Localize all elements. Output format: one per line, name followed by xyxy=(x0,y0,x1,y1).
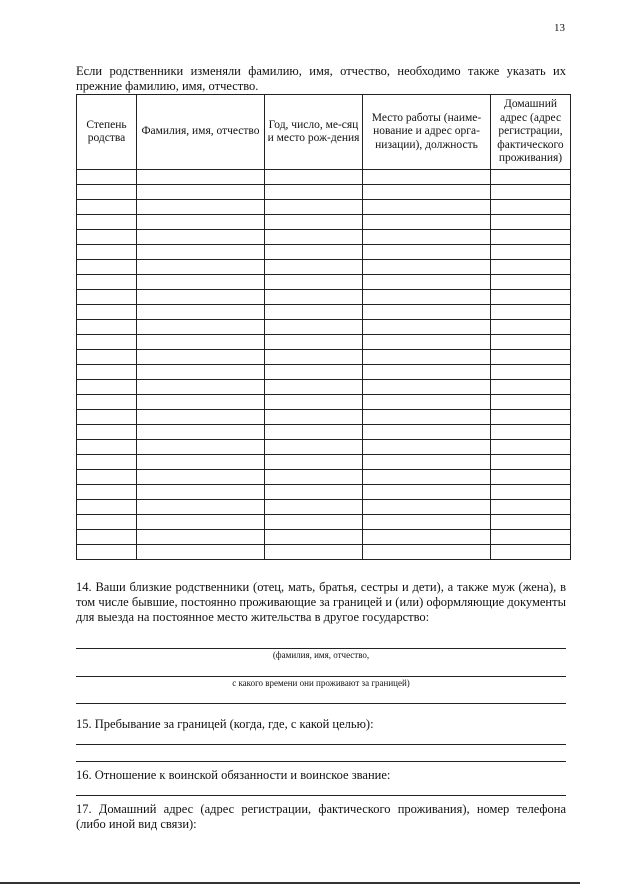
table-header-row xyxy=(77,95,571,170)
q14-caption-2: с какого времени они проживают за границей) xyxy=(232,678,410,688)
bottom-rule xyxy=(0,882,580,884)
table-cell[interactable] xyxy=(77,290,137,305)
table-cell[interactable] xyxy=(265,500,363,515)
table-row xyxy=(77,365,571,380)
table-cell[interactable] xyxy=(363,545,491,560)
table-cell[interactable] xyxy=(491,500,571,515)
table-cell[interactable] xyxy=(77,455,137,470)
table-cell[interactable] xyxy=(265,335,363,350)
table-body xyxy=(77,170,571,560)
table-cell[interactable] xyxy=(265,440,363,455)
table-row xyxy=(77,335,571,350)
table-cell[interactable] xyxy=(363,215,491,230)
q16-line-1[interactable] xyxy=(76,795,566,796)
table-cell[interactable] xyxy=(265,350,363,365)
table-cell[interactable] xyxy=(77,230,137,245)
table-cell[interactable] xyxy=(491,440,571,455)
q14-line-3[interactable] xyxy=(76,703,566,704)
table-cell[interactable] xyxy=(137,170,265,185)
table-cell[interactable] xyxy=(491,275,571,290)
table-cell[interactable] xyxy=(363,260,491,275)
table-cell[interactable] xyxy=(137,410,265,425)
table-cell[interactable] xyxy=(491,170,571,185)
table-cell[interactable] xyxy=(491,455,571,470)
header-workplace: Место работы (наиме-нование и адрес орга-низации), должность xyxy=(363,95,491,170)
table-row xyxy=(77,185,571,200)
table-cell[interactable] xyxy=(265,185,363,200)
table-cell[interactable] xyxy=(363,170,491,185)
table-cell[interactable] xyxy=(491,215,571,230)
q15-line-2[interactable] xyxy=(76,761,566,762)
table-row xyxy=(77,530,571,545)
table-row xyxy=(77,395,571,410)
table-row xyxy=(77,545,571,560)
table-cell[interactable] xyxy=(137,485,265,500)
q17-text: 17. Домашний адрес (адрес регистрации, фактического проживания), номер телефона (либо иной вид связи): xyxy=(76,802,566,831)
table-cell[interactable] xyxy=(265,260,363,275)
table-cell[interactable] xyxy=(77,545,137,560)
table-cell[interactable] xyxy=(137,275,265,290)
table-cell[interactable] xyxy=(265,215,363,230)
q15-line-1[interactable] xyxy=(76,744,566,745)
table-cell[interactable] xyxy=(265,410,363,425)
table-cell[interactable] xyxy=(137,545,265,560)
table-cell[interactable] xyxy=(137,200,265,215)
table-cell[interactable] xyxy=(77,335,137,350)
table-row xyxy=(77,170,571,185)
table-cell[interactable] xyxy=(77,365,137,380)
table-cell[interactable] xyxy=(265,320,363,335)
table-cell[interactable] xyxy=(491,350,571,365)
table-cell[interactable] xyxy=(265,515,363,530)
table-cell[interactable] xyxy=(363,440,491,455)
table-cell[interactable] xyxy=(363,380,491,395)
table-row xyxy=(77,290,571,305)
table-cell[interactable] xyxy=(137,470,265,485)
table-row xyxy=(77,380,571,395)
page-number: 13 xyxy=(554,22,565,34)
table-cell[interactable] xyxy=(491,245,571,260)
table-cell[interactable] xyxy=(137,290,265,305)
table-cell[interactable] xyxy=(363,365,491,380)
table-row xyxy=(77,245,571,260)
table-cell[interactable] xyxy=(363,500,491,515)
table-row xyxy=(77,260,571,275)
table-cell[interactable] xyxy=(363,425,491,440)
table-cell[interactable] xyxy=(77,410,137,425)
table-cell[interactable] xyxy=(491,395,571,410)
table-cell[interactable] xyxy=(491,425,571,440)
table-cell[interactable] xyxy=(265,380,363,395)
table-cell[interactable] xyxy=(137,395,265,410)
table-cell[interactable] xyxy=(363,470,491,485)
table-cell[interactable] xyxy=(137,335,265,350)
table-cell[interactable] xyxy=(491,545,571,560)
table-cell[interactable] xyxy=(265,485,363,500)
table-cell[interactable] xyxy=(265,305,363,320)
q14-line-2[interactable] xyxy=(76,676,566,677)
table-row xyxy=(77,485,571,500)
table-row xyxy=(77,230,571,245)
table-cell[interactable] xyxy=(137,320,265,335)
header-home-address: Домашний адрес (адрес регистрации, фактического проживания) xyxy=(491,95,571,170)
q14-text: 14. Ваши близкие родственники (отец, мать, братья, сестры и дети), а также муж (жена), в том числе бывшие, постоянно проживающие за границей и (или) оформляющие документы для выезда на постоянное место жительства в другое государство: xyxy=(76,580,566,624)
table-cell[interactable] xyxy=(137,215,265,230)
table-cell[interactable] xyxy=(491,320,571,335)
table-cell[interactable] xyxy=(77,515,137,530)
table-cell[interactable] xyxy=(77,245,137,260)
table-cell[interactable] xyxy=(265,395,363,410)
table-cell[interactable] xyxy=(137,425,265,440)
table-cell[interactable] xyxy=(363,335,491,350)
table-row xyxy=(77,215,571,230)
table-cell[interactable] xyxy=(265,545,363,560)
q15-text: 15. Пребывание за границей (когда, где, с какой целью): xyxy=(76,717,374,731)
table-cell[interactable] xyxy=(363,275,491,290)
table-cell[interactable] xyxy=(491,260,571,275)
table-cell[interactable] xyxy=(363,455,491,470)
table-cell[interactable] xyxy=(137,230,265,245)
header-relation: Степень родства xyxy=(77,95,137,170)
table-cell[interactable] xyxy=(265,290,363,305)
table-cell[interactable] xyxy=(363,320,491,335)
table-row xyxy=(77,350,571,365)
table-cell[interactable] xyxy=(77,215,137,230)
table-cell[interactable] xyxy=(77,440,137,455)
table-cell[interactable] xyxy=(137,455,265,470)
table-cell[interactable] xyxy=(491,305,571,320)
table-cell[interactable] xyxy=(363,185,491,200)
table-cell[interactable] xyxy=(77,320,137,335)
table-cell[interactable] xyxy=(491,485,571,500)
table-cell[interactable] xyxy=(137,530,265,545)
table-cell[interactable] xyxy=(363,350,491,365)
table-cell[interactable] xyxy=(77,395,137,410)
table-cell[interactable] xyxy=(137,500,265,515)
table-row xyxy=(77,455,571,470)
table-cell[interactable] xyxy=(265,365,363,380)
table-cell[interactable] xyxy=(77,170,137,185)
table-cell[interactable] xyxy=(491,530,571,545)
table-cell[interactable] xyxy=(77,260,137,275)
table-cell[interactable] xyxy=(265,245,363,260)
table-cell[interactable] xyxy=(77,530,137,545)
table-cell[interactable] xyxy=(137,380,265,395)
table-cell[interactable] xyxy=(363,395,491,410)
table-cell[interactable] xyxy=(77,485,137,500)
table-cell[interactable] xyxy=(137,365,265,380)
table-cell[interactable] xyxy=(77,425,137,440)
table-cell[interactable] xyxy=(265,275,363,290)
table-cell[interactable] xyxy=(363,530,491,545)
table-cell[interactable] xyxy=(363,410,491,425)
table-row xyxy=(77,305,571,320)
table-cell[interactable] xyxy=(137,185,265,200)
table-cell[interactable] xyxy=(137,245,265,260)
table-cell[interactable] xyxy=(77,200,137,215)
table-cell[interactable] xyxy=(265,170,363,185)
table-cell[interactable] xyxy=(77,500,137,515)
table-row xyxy=(77,275,571,290)
table-cell[interactable] xyxy=(265,470,363,485)
table-cell[interactable] xyxy=(363,485,491,500)
table-cell[interactable] xyxy=(363,200,491,215)
table-cell[interactable] xyxy=(363,305,491,320)
q14-line-1[interactable] xyxy=(76,648,566,649)
table-cell[interactable] xyxy=(363,230,491,245)
intro-text: Если родственники изменяли фамилию, имя, отчество, необходимо также указать их прежние фамилию, имя, отчество. xyxy=(76,64,566,93)
table-cell[interactable] xyxy=(491,515,571,530)
table-cell[interactable] xyxy=(491,335,571,350)
table-cell[interactable] xyxy=(77,275,137,290)
table-cell[interactable] xyxy=(265,530,363,545)
table-cell[interactable] xyxy=(363,515,491,530)
table-row xyxy=(77,440,571,455)
table-row xyxy=(77,425,571,440)
table-cell[interactable] xyxy=(265,230,363,245)
table-cell[interactable] xyxy=(491,290,571,305)
table-row xyxy=(77,410,571,425)
table-row xyxy=(77,470,571,485)
table-cell[interactable] xyxy=(265,455,363,470)
table-cell[interactable] xyxy=(265,425,363,440)
table-cell[interactable] xyxy=(137,440,265,455)
table-cell[interactable] xyxy=(265,200,363,215)
table-cell[interactable] xyxy=(77,470,137,485)
table-cell[interactable] xyxy=(491,380,571,395)
table-cell[interactable] xyxy=(491,200,571,215)
table-cell[interactable] xyxy=(137,260,265,275)
table-cell[interactable] xyxy=(491,410,571,425)
table-cell[interactable] xyxy=(363,290,491,305)
table-cell[interactable] xyxy=(77,185,137,200)
table-cell[interactable] xyxy=(491,185,571,200)
table-row xyxy=(77,320,571,335)
table-cell[interactable] xyxy=(77,350,137,365)
table-cell[interactable] xyxy=(491,230,571,245)
table-cell[interactable] xyxy=(137,350,265,365)
table-cell[interactable] xyxy=(363,245,491,260)
table-row xyxy=(77,515,571,530)
table-cell[interactable] xyxy=(491,365,571,380)
table-cell[interactable] xyxy=(491,470,571,485)
table-row xyxy=(77,200,571,215)
q14-caption-1: (фамилия, имя, отчество, xyxy=(272,650,370,660)
table-cell[interactable] xyxy=(77,305,137,320)
table-cell[interactable] xyxy=(77,380,137,395)
header-birth-date-place: Год, число, ме-сяц и место рож-дения xyxy=(265,95,363,170)
table-cell[interactable] xyxy=(137,515,265,530)
relatives-table xyxy=(76,94,571,560)
table-row xyxy=(77,500,571,515)
table-cell[interactable] xyxy=(137,305,265,320)
q16-text: 16. Отношение к воинской обязанности и воинское звание: xyxy=(76,768,391,782)
header-full-name: Фамилия, имя, отчество xyxy=(137,95,265,170)
